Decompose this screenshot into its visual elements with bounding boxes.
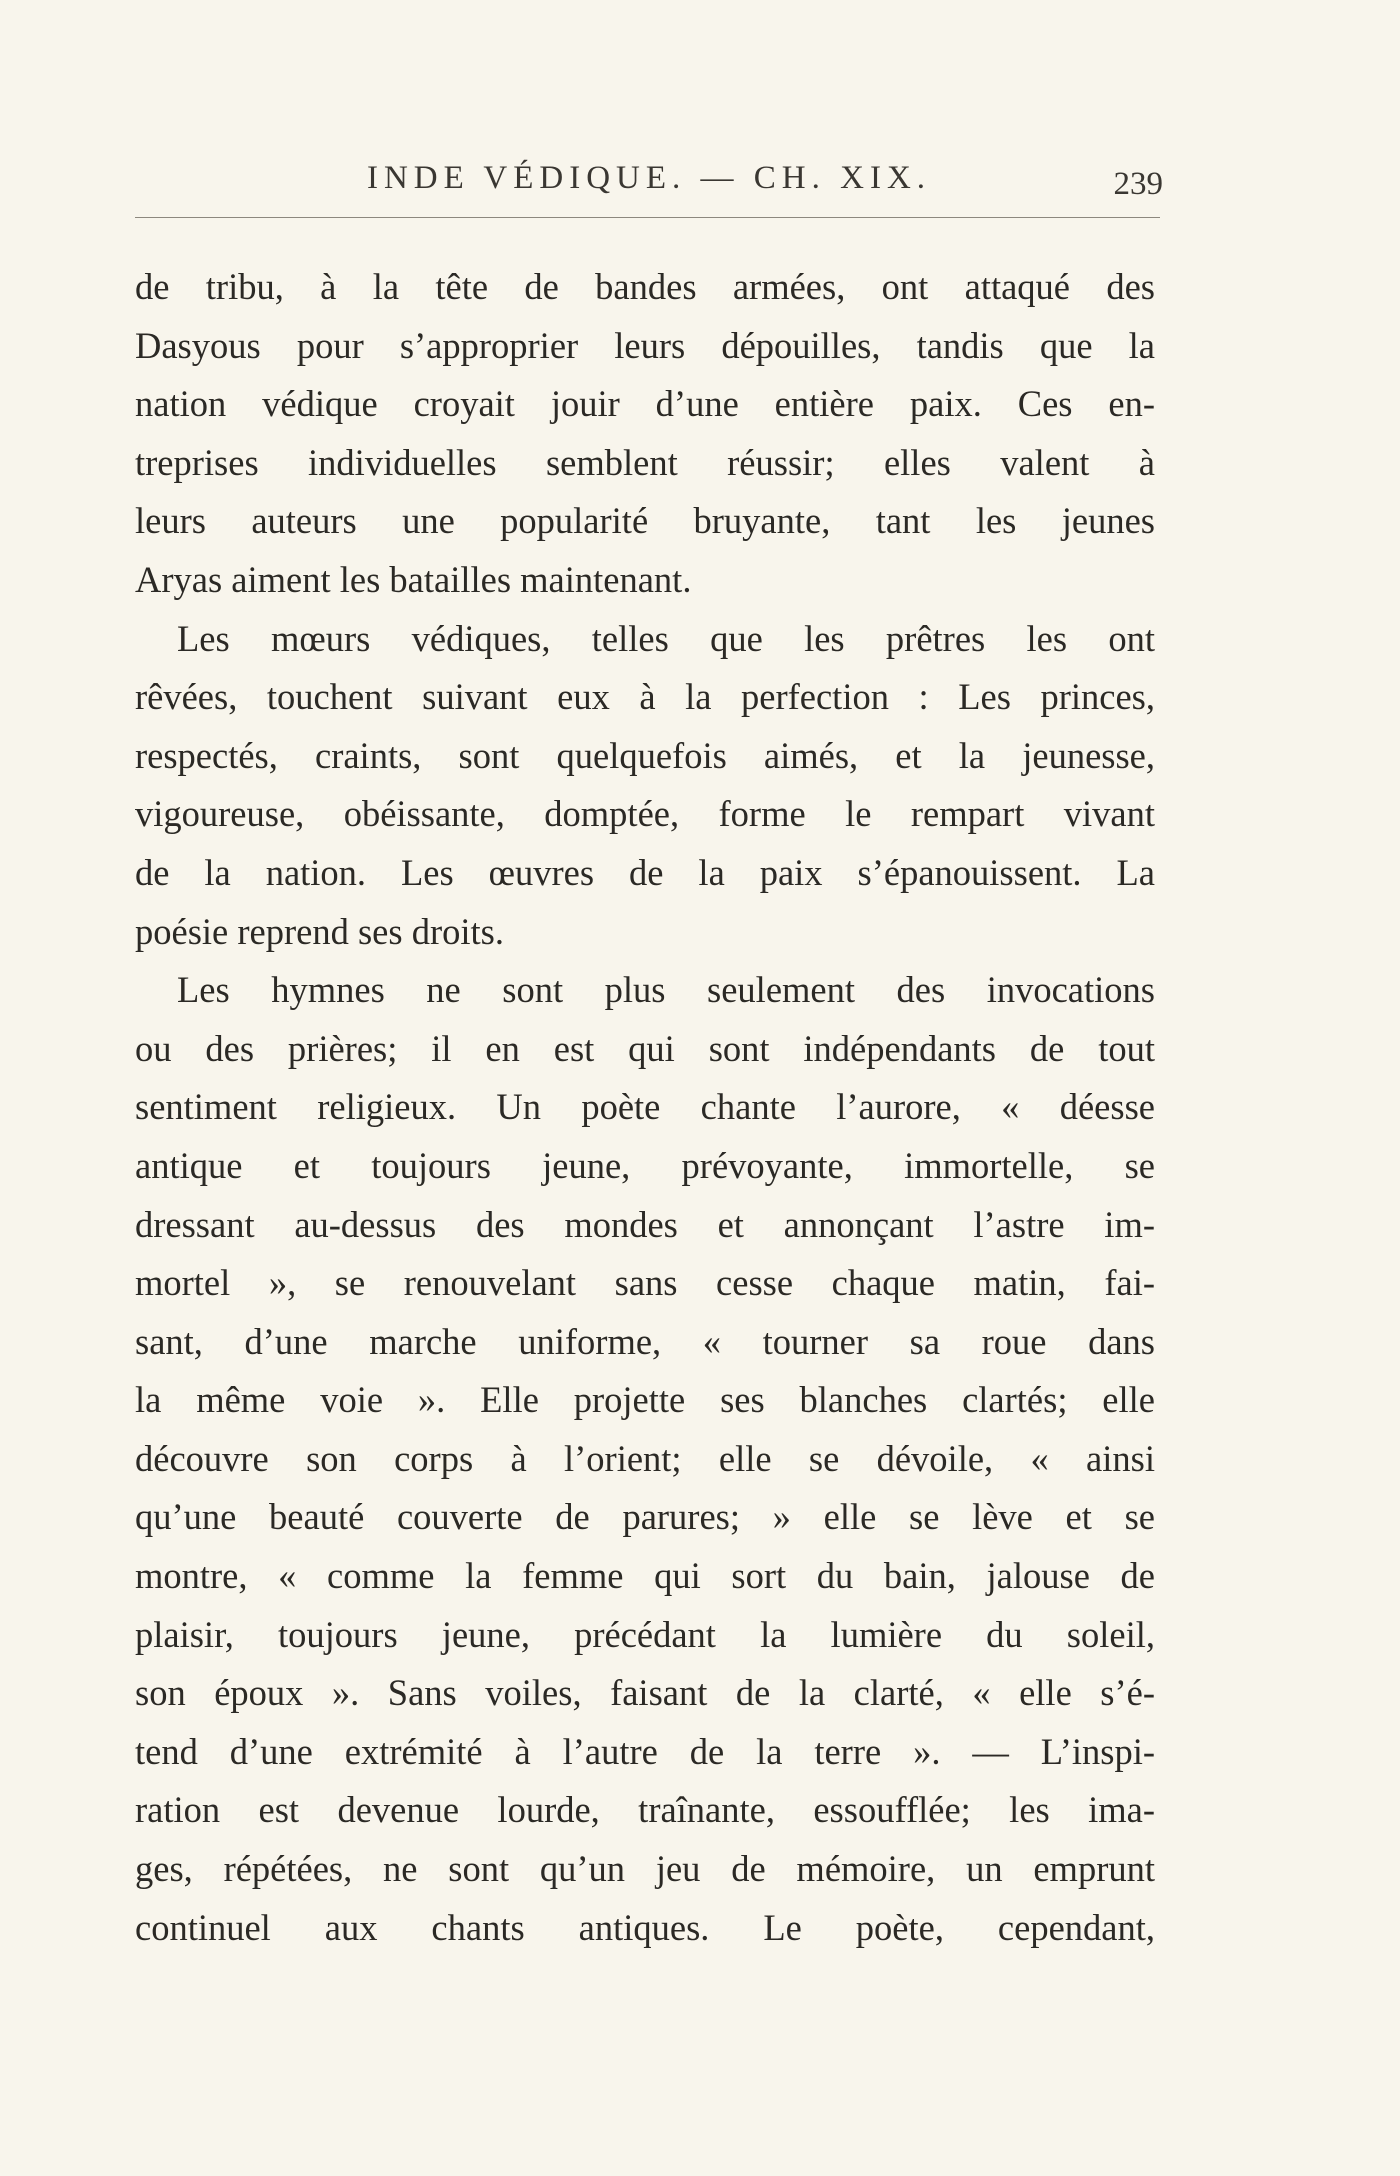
- paragraph-3-body: [135, 1020, 1155, 1958]
- line-3-17: continuel aux chants antiques. Le poète, cependant,: [135, 1906, 1155, 1948]
- line-3-4: antique et toujours jeune, prévoyante, immortelle, se: [135, 1144, 1155, 1186]
- line-3-12: plaisir, toujours jeune, précédant la lumière du soleil,: [135, 1613, 1155, 1655]
- running-head: [135, 152, 1163, 204]
- line-3-11: montre, « comme la femme qui sort du bain, jalouse de: [135, 1555, 1155, 1597]
- line-2-2: rêvées, touchent suivant eux à la perfection : Les princes,: [135, 676, 1155, 718]
- line-3-6: mortel », se renouvelant sans cesse chaque matin, fai-: [135, 1262, 1155, 1304]
- line-1-3: nation védique croyait jouir d’une entière paix. Ces en-: [135, 383, 1155, 425]
- line-1-1: de tribu, à la tête de bandes armées, ont attaqué des: [135, 266, 1155, 307]
- line-3-3: sentiment religieux. Un poète chante l’aurore, « déesse: [135, 1086, 1155, 1128]
- body-text: [135, 258, 1155, 1957]
- line-1-5: leurs auteurs une popularité bruyante, tant les jeunes: [135, 500, 1155, 542]
- paragraph-2-body: [135, 668, 1155, 902]
- page-number: 239: [1113, 166, 1163, 202]
- paragraph-2-end: [135, 903, 1155, 962]
- line-3-9: découvre son corps à l’orient; elle se dévoile, « ainsi: [135, 1437, 1155, 1479]
- header-rule: [135, 217, 1160, 218]
- paragraph-3: [135, 961, 1155, 1020]
- line-3-16: ges, répétées, ne sont qu’un jeu de mémoire, un emprunt: [135, 1848, 1155, 1890]
- line-3-5: dressant au-dessus des mondes et annonçant l’astre im-: [135, 1203, 1155, 1245]
- line-3-15: ration est devenue lourde, traînante, essoufflée; les ima-: [135, 1789, 1155, 1831]
- line-3-13: son époux ». Sans voiles, faisant de la clarté, « elle s’é-: [135, 1672, 1155, 1714]
- line-2-4: vigoureuse, obéissante, domptée, forme le rempart vivant: [135, 793, 1155, 835]
- line-3-14: tend d’une extrémité à l’autre de la terre ». — L’inspi-: [135, 1730, 1155, 1772]
- paragraph-2: [135, 610, 1155, 669]
- line-1-6: Aryas aiment les batailles maintenant.: [135, 558, 692, 600]
- line-1-2: Dasyous pour s’approprier leurs dépouilles, tandis que la: [135, 324, 1155, 366]
- line-3-8: la même voie ». Elle projette ses blanches clartés; elle: [135, 1379, 1155, 1421]
- line-2-3: respectés, craints, sont quelquefois aimés, et la jeunesse,: [135, 734, 1155, 776]
- line-3-10: qu’une beauté couverte de parures; » elle se lève et se: [135, 1496, 1155, 1538]
- paragraph-1: [135, 258, 1155, 551]
- line-3-2: ou des prières; il en est qui sont indépendants de tout: [135, 1027, 1155, 1069]
- paragraph-1-end: [135, 551, 1155, 610]
- line-1-4: treprises individuelles semblent réussir; elles valent à: [135, 441, 1155, 483]
- line-2-1: Les mœurs védiques, telles que les prêtres les ont: [177, 617, 1155, 659]
- line-3-1: Les hymnes ne sont plus seulement des invocations: [177, 969, 1155, 1011]
- line-2-6: poésie reprend ses droits.: [135, 910, 504, 952]
- line-3-7: sant, d’une marche uniforme, « tourner sa roue dans: [135, 1320, 1155, 1362]
- running-title: INDE VÉDIQUE. — CH. XIX.: [366, 160, 932, 196]
- line-2-5: de la nation. Les œuvres de la paix s’épanouissent. La: [135, 851, 1155, 893]
